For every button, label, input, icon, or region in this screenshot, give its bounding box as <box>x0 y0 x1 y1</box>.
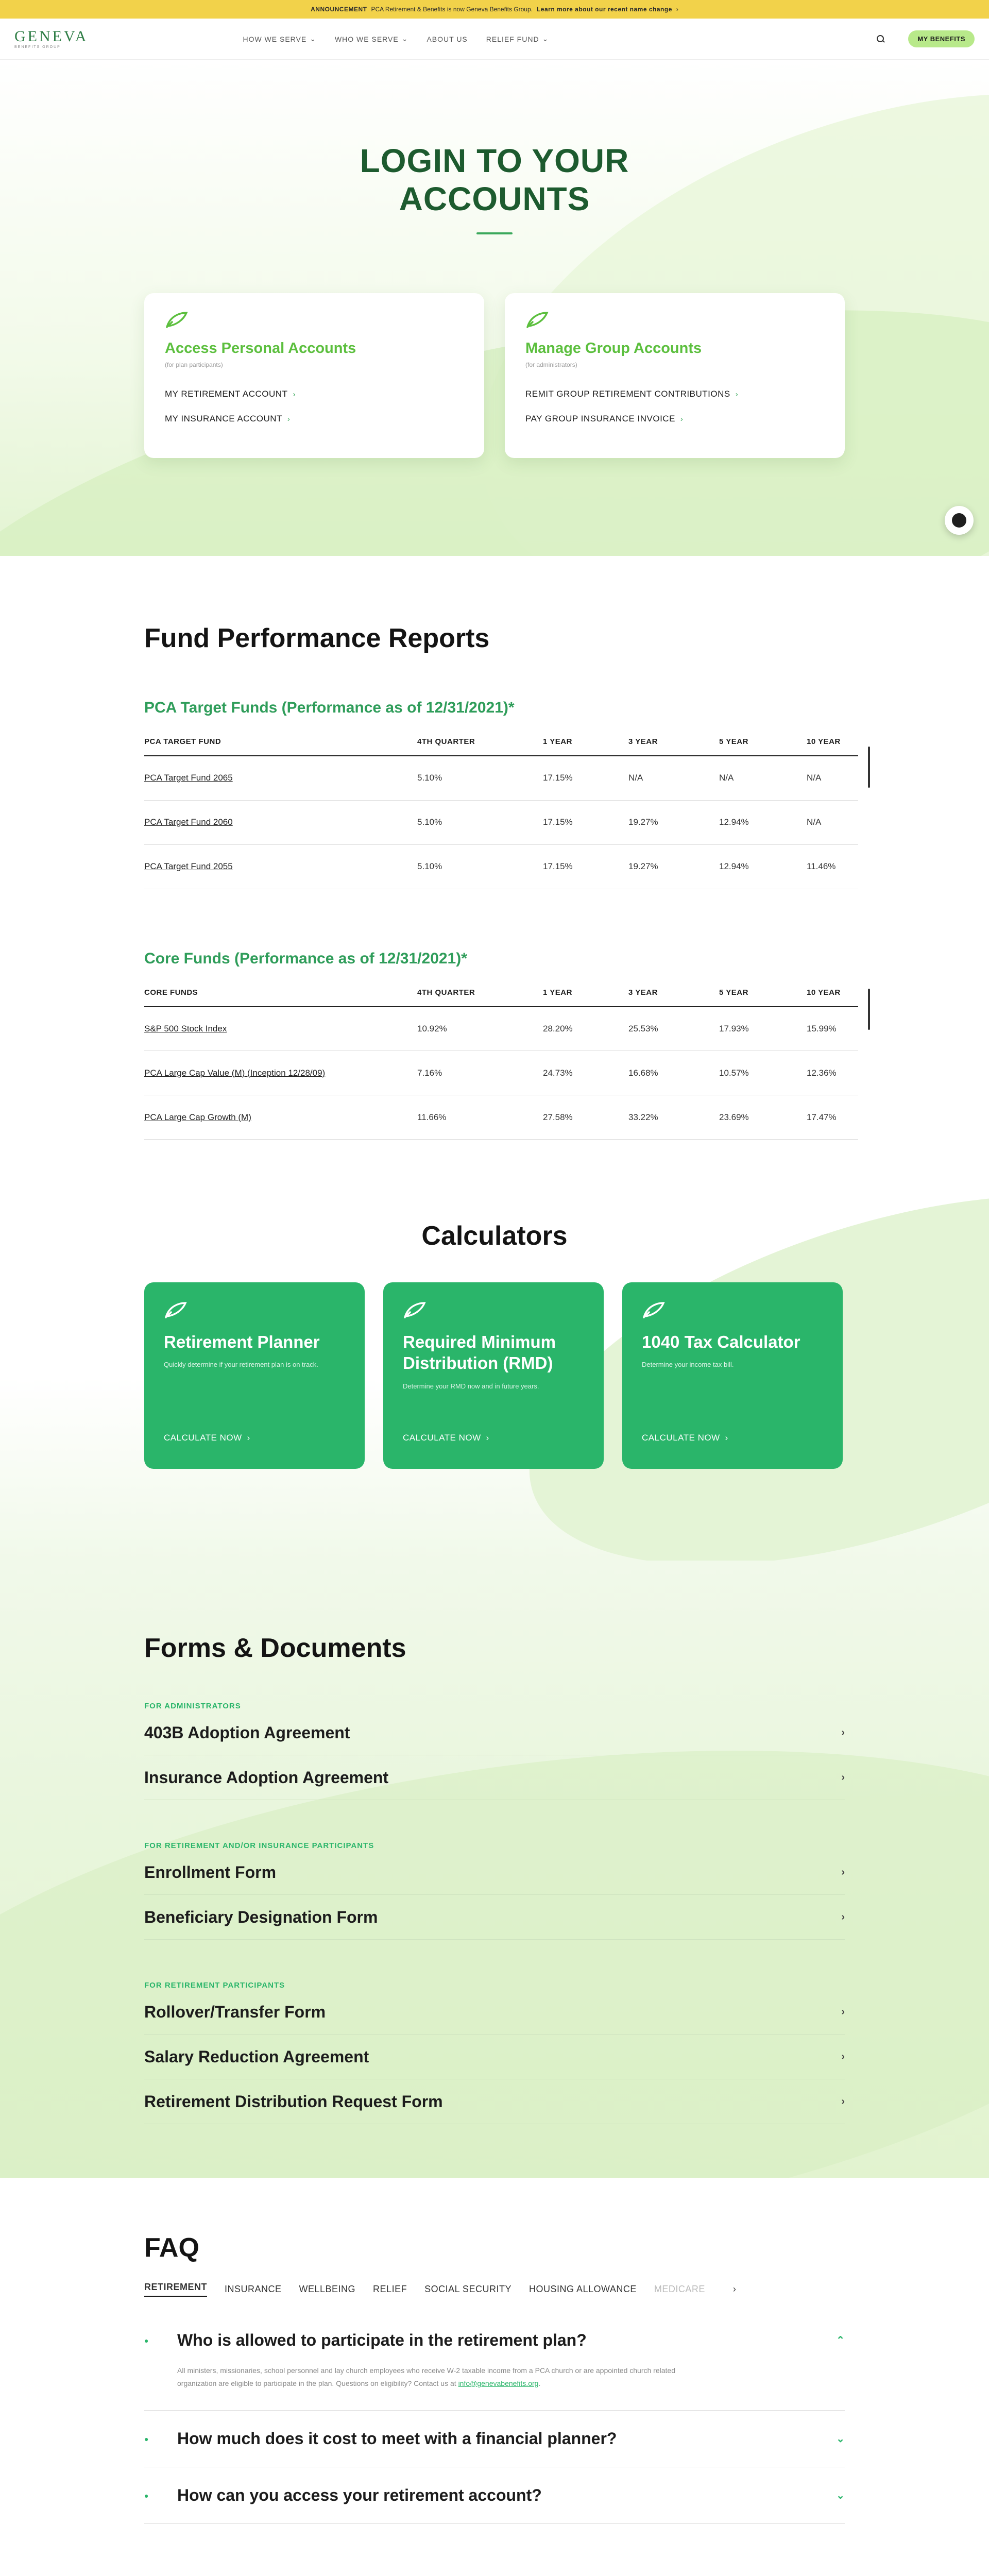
calculate-now-link[interactable] <box>164 1433 250 1443</box>
table-cell: 23.69% <box>719 1095 807 1140</box>
header-actions <box>876 30 975 47</box>
table-cell: 19.27% <box>628 800 719 844</box>
section-title: FAQ <box>144 2233 199 2263</box>
chevron-right-icon: › <box>841 2006 845 2018</box>
table-cell: 5.10% <box>417 800 543 844</box>
form-title: Rollover/Transfer Form <box>144 2002 326 2021</box>
table-scrollbar[interactable] <box>868 989 870 1030</box>
leaf-icon <box>403 1301 427 1319</box>
chat-icon[interactable] <box>945 506 974 535</box>
table-header-row <box>144 988 858 1007</box>
chevron-right-icon: › <box>841 2095 845 2107</box>
target-funds-heading: PCA Target Funds (Performance as of 12/31/2021)* <box>144 699 515 716</box>
logo-text: GENEVA <box>14 28 89 45</box>
tab-housing-allowance[interactable]: HOUSING ALLOWANCE <box>528 2284 637 2294</box>
group-accounts-card <box>505 293 845 458</box>
table-row <box>144 1095 858 1140</box>
form-title: 403B Adoption Agreement <box>144 1723 350 1742</box>
leaf-icon <box>525 311 549 329</box>
calculate-now-link[interactable] <box>403 1433 489 1443</box>
chevron-right-icon: › <box>293 389 296 399</box>
faq-section <box>0 2178 989 2576</box>
fund-performance-section <box>0 556 989 1195</box>
card-title: Manage Group Accounts <box>525 340 702 357</box>
table-cell: 17.15% <box>543 800 628 844</box>
table-cell: 12.94% <box>719 844 807 889</box>
my-retirement-account-link[interactable] <box>165 389 464 399</box>
tax-calculator-card[interactable] <box>622 1282 843 1469</box>
chevron-right-icon: › <box>841 1866 845 1878</box>
table-cell: 11.66% <box>417 1095 543 1140</box>
forms-documents-section <box>0 1561 989 2178</box>
announcement-link[interactable]: Learn more about our recent name change <box>536 6 672 13</box>
table-cell: 17.93% <box>719 1007 807 1051</box>
search-icon[interactable] <box>876 35 885 44</box>
chevron-right-icon: › <box>841 1726 845 1738</box>
chevron-down-icon[interactable]: ⌄ <box>836 2433 845 2445</box>
question-text: How can you access your retirement account? <box>177 2486 542 2504</box>
chevron-right-icon: › <box>841 1771 845 1783</box>
remit-contributions-link[interactable] <box>525 389 824 399</box>
card-title: Retirement Planner <box>164 1332 320 1351</box>
calculators-section <box>0 1195 989 1561</box>
table-cell: 10.92% <box>417 1007 543 1051</box>
title-line: LOGIN TO YOUR <box>360 142 629 179</box>
form-group-label: FOR ADMINISTRATORS <box>144 1702 241 1710</box>
column-header: 5 YEAR <box>719 737 807 756</box>
column-header: 1 YEAR <box>543 737 628 756</box>
column-header: 5 YEAR <box>719 988 807 1007</box>
leaf-icon <box>164 1301 187 1319</box>
table-cell: 5.10% <box>417 844 543 889</box>
chevron-right-icon: › <box>486 1433 489 1443</box>
table-cell: 28.20% <box>543 1007 628 1051</box>
card-subtitle: (for administrators) <box>525 361 577 369</box>
chevron-right-icon: › <box>247 1433 250 1443</box>
tab-insurance[interactable]: INSURANCE <box>225 2284 282 2294</box>
table-cell: 17.15% <box>543 756 628 800</box>
column-header: 1 YEAR <box>543 988 628 1007</box>
answer-text: All ministers, missionaries, school personnel and lay church employees who receive W-2 taxable income from a PCA church or are appointed church related organization are eligible to participate in the plan. Questions on eligibility? Contact us at <box>177 2366 675 2387</box>
chevron-right-icon: › <box>287 414 291 423</box>
chevron-right-icon: › <box>680 414 684 423</box>
core-funds-heading: Core Funds (Performance as of 12/31/2021)* <box>144 950 467 967</box>
faq-item[interactable] <box>144 2411 845 2467</box>
form-link[interactable] <box>144 1710 845 1755</box>
form-link[interactable] <box>144 1850 845 1895</box>
card-title: Required Minimum Distribution (RMD) <box>403 1332 556 1373</box>
cta-label: CALCULATE NOW <box>403 1433 481 1443</box>
table-cell: 19.27% <box>628 844 719 889</box>
table-cell: 17.15% <box>543 844 628 889</box>
fund-name-link[interactable]: PCA Target Fund 2065 <box>144 756 417 800</box>
retirement-planner-card[interactable] <box>144 1282 365 1469</box>
target-funds-table <box>144 737 858 889</box>
table-row <box>144 756 858 800</box>
rmd-calculator-card[interactable] <box>383 1282 604 1469</box>
column-header: CORE FUNDS <box>144 988 417 1007</box>
announcement-label: ANNOUNCEMENT <box>311 6 367 13</box>
fund-name-link[interactable]: S&P 500 Stock Index <box>144 1007 417 1051</box>
form-link[interactable] <box>144 1895 845 1940</box>
table-cell: 33.22% <box>628 1095 719 1140</box>
fund-name-link[interactable]: PCA Large Cap Growth (M) <box>144 1095 417 1140</box>
table-row <box>144 1007 858 1051</box>
form-title: Insurance Adoption Agreement <box>144 1768 389 1787</box>
site-header <box>0 19 989 60</box>
table-cell: 25.53% <box>628 1007 719 1051</box>
form-link[interactable] <box>144 2079 845 2124</box>
faq-question[interactable] <box>144 2331 845 2350</box>
personal-accounts-card <box>144 293 484 458</box>
fund-name-link[interactable]: PCA Large Cap Value (M) (Inception 12/28/09) <box>144 1051 417 1095</box>
table-cell: N/A <box>719 756 807 800</box>
chevron-down-icon[interactable]: ⌄ <box>836 2490 845 2501</box>
table-cell: 24.73% <box>543 1051 628 1095</box>
question-text: How much does it cost to meet with a financial planner? <box>177 2429 617 2448</box>
tab-retirement[interactable]: RETIREMENT <box>144 2282 207 2297</box>
column-header: 4TH QUARTER <box>417 988 543 1007</box>
card-links <box>165 389 464 424</box>
table-cell: N/A <box>628 756 719 800</box>
nav-about-us[interactable] <box>427 35 467 43</box>
tab-social-security[interactable]: SOCIAL SECURITY <box>424 2284 511 2294</box>
table-cell: 15.99% <box>807 1007 858 1051</box>
announcement-text: PCA Retirement & Benefits is now Geneva Benefits Group. <box>371 6 533 13</box>
login-hero <box>0 60 989 556</box>
nav-label: ABOUT US <box>427 35 468 43</box>
nav-relief-fund[interactable] <box>486 35 549 43</box>
column-header: 10 YEAR <box>807 988 858 1007</box>
fund-name-link[interactable]: PCA Target Fund 2060 <box>144 800 417 844</box>
table-scrollbar[interactable] <box>868 747 870 788</box>
nav-label: WHO WE SERVE <box>334 35 399 43</box>
link-label: MY RETIREMENT ACCOUNT <box>165 389 288 399</box>
form-link[interactable] <box>144 1755 845 1800</box>
email-link[interactable]: info@genevabenefits.org <box>458 2379 539 2387</box>
column-header: 10 YEAR <box>807 737 858 756</box>
announcement-bar <box>0 0 989 19</box>
tab-wellbeing[interactable]: WELLBEING <box>299 2284 356 2294</box>
form-group-label: FOR RETIREMENT PARTICIPANTS <box>144 1981 285 1990</box>
form-link[interactable] <box>144 2035 845 2079</box>
leaf-icon <box>165 311 189 329</box>
chevron-right-icon: › <box>841 2050 845 2062</box>
card-links <box>525 389 824 424</box>
faq-item[interactable] <box>144 2467 845 2524</box>
table-cell: 11.46% <box>807 844 858 889</box>
chevron-right-icon: › <box>841 1911 845 1923</box>
table-cell: 7.16% <box>417 1051 543 1095</box>
card-description: Determine your income tax bill. <box>642 1361 734 1369</box>
table-header-row <box>144 737 858 756</box>
faq-question[interactable] <box>144 2429 845 2448</box>
account-cards <box>144 293 989 458</box>
cta-label: CALCULATE NOW <box>642 1433 720 1443</box>
section-title: Calculators <box>421 1221 568 1251</box>
fund-name-link[interactable]: PCA Target Fund 2055 <box>144 844 417 889</box>
question-text: Who is allowed to participate in the retirement plan? <box>177 2331 587 2349</box>
faq-item[interactable] <box>144 2312 845 2411</box>
title-divider <box>476 232 513 234</box>
table-cell: 5.10% <box>417 756 543 800</box>
bullet-icon: ● <box>144 2434 149 2443</box>
faq-tabs <box>144 2282 989 2297</box>
chevron-down-icon: ⌄ <box>401 35 408 43</box>
card-description: Determine your RMD now and in future years. <box>403 1382 539 1390</box>
form-title: Salary Reduction Agreement <box>144 2047 369 2066</box>
card-title: 1040 Tax Calculator <box>642 1332 800 1351</box>
section-title: Fund Performance Reports <box>144 623 490 653</box>
nav-how-we-serve[interactable] <box>243 35 316 43</box>
chevron-up-icon[interactable]: ⌃ <box>836 2335 845 2346</box>
column-header: 3 YEAR <box>628 737 719 756</box>
link-label: PAY GROUP INSURANCE INVOICE <box>525 414 675 424</box>
form-link[interactable] <box>144 1990 845 2035</box>
table-cell: N/A <box>807 800 858 844</box>
leaf-icon <box>642 1301 666 1319</box>
chevron-right-icon: › <box>725 1433 728 1443</box>
table-cell: 12.94% <box>719 800 807 844</box>
card-title: Access Personal Accounts <box>165 340 356 357</box>
chevron-right-icon: › <box>735 389 739 399</box>
form-title: Beneficiary Designation Form <box>144 1907 378 1926</box>
bullet-icon: ● <box>144 2336 149 2345</box>
table-cell: 10.57% <box>719 1051 807 1095</box>
card-description: Quickly determine if your retirement plan is on track. <box>164 1361 318 1369</box>
table-row <box>144 844 858 889</box>
cta-label: CALCULATE NOW <box>164 1433 242 1443</box>
calculator-cards <box>144 1282 989 1469</box>
form-title: Retirement Distribution Request Form <box>144 2092 443 2111</box>
table-cell: 27.58% <box>543 1095 628 1140</box>
logo-subtext: BENEFITS GROUP <box>14 45 61 49</box>
site-logo[interactable] <box>14 29 88 49</box>
calculate-now-link[interactable] <box>642 1433 728 1443</box>
column-header: 4TH QUARTER <box>417 737 543 756</box>
column-header: 3 YEAR <box>628 988 719 1007</box>
faq-question[interactable] <box>144 2486 845 2505</box>
tab-relief[interactable]: RELIEF <box>373 2284 407 2294</box>
my-insurance-account-link[interactable] <box>165 414 464 424</box>
my-benefits-button[interactable]: MY BENEFITS <box>908 30 975 47</box>
section-title: Forms & Documents <box>144 1633 406 1663</box>
faq-answer: All ministers, missionaries, school personnel and lay church employees who receive W-2 taxable income from a PCA church or are appointed church related organization are eligible to participate in the plan. Questions on eligibility? Contact us at info@genevabenefits.org. <box>177 2366 675 2387</box>
tab-medicare[interactable]: MEDICARE <box>654 2284 705 2294</box>
chevron-right-icon: › <box>676 6 678 13</box>
chevron-down-icon: ⌄ <box>542 35 549 43</box>
bullet-icon: ● <box>144 2491 149 2500</box>
table-cell: 17.47% <box>807 1095 858 1140</box>
table-row <box>144 1051 858 1095</box>
link-label: MY INSURANCE ACCOUNT <box>165 414 282 424</box>
form-group-label: FOR RETIREMENT AND/OR INSURANCE PARTICIPANTS <box>144 1841 374 1850</box>
table-row <box>144 800 858 844</box>
page-title <box>0 60 989 218</box>
link-label: REMIT GROUP RETIREMENT CONTRIBUTIONS <box>525 389 730 399</box>
form-title: Enrollment Form <box>144 1862 277 1882</box>
chevron-right-icon[interactable]: › <box>732 2284 737 2294</box>
chevron-down-icon: ⌄ <box>310 35 316 43</box>
table-cell: 12.36% <box>807 1051 858 1095</box>
table-cell: N/A <box>807 756 858 800</box>
nav-label: HOW WE SERVE <box>243 35 307 43</box>
pay-insurance-invoice-link[interactable] <box>525 414 824 424</box>
main-nav <box>243 35 549 43</box>
title-line: ACCOUNTS <box>399 180 590 217</box>
table-cell: 16.68% <box>628 1051 719 1095</box>
core-funds-table <box>144 988 858 1140</box>
column-header: PCA TARGET FUND <box>144 737 417 756</box>
nav-label: RELIEF FUND <box>486 35 539 43</box>
nav-who-we-serve[interactable] <box>335 35 408 43</box>
card-subtitle: (for plan participants) <box>165 361 223 369</box>
